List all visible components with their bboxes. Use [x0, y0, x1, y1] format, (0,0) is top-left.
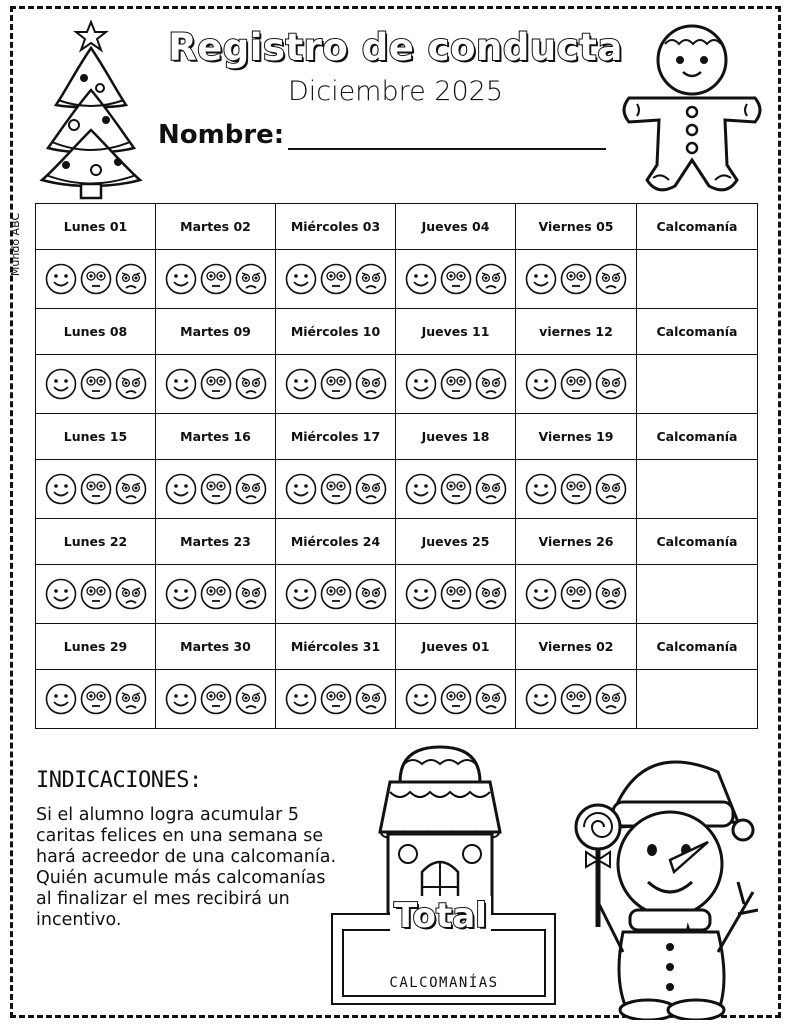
neutral-face-icon[interactable]	[80, 263, 112, 295]
neutral-face-icon[interactable]	[320, 473, 352, 505]
day-faces-cell	[276, 565, 396, 624]
happy-face-icon[interactable]	[45, 263, 77, 295]
face-options	[516, 683, 636, 715]
day-label: Miércoles 31	[276, 624, 396, 670]
week-faces-row	[36, 460, 758, 519]
gingerbread-house-icon	[370, 742, 510, 917]
week-faces-row	[36, 565, 758, 624]
sad-face-icon[interactable]	[115, 368, 147, 400]
neutral-face-icon[interactable]	[200, 683, 232, 715]
neutral-face-icon[interactable]	[320, 683, 352, 715]
sad-face-icon[interactable]	[235, 683, 267, 715]
neutral-face-icon[interactable]	[200, 473, 232, 505]
neutral-face-icon[interactable]	[80, 683, 112, 715]
face-options	[276, 578, 395, 610]
happy-face-icon[interactable]	[165, 578, 197, 610]
neutral-face-icon[interactable]	[440, 473, 472, 505]
happy-face-icon[interactable]	[405, 683, 437, 715]
sad-face-icon[interactable]	[595, 263, 627, 295]
week-header-row	[36, 309, 758, 355]
neutral-face-icon[interactable]	[320, 263, 352, 295]
face-options	[276, 473, 395, 505]
sad-face-icon[interactable]	[355, 368, 387, 400]
sticker-cell[interactable]	[637, 250, 758, 309]
face-options	[516, 473, 636, 505]
happy-face-icon[interactable]	[525, 368, 557, 400]
neutral-face-icon[interactable]	[440, 263, 472, 295]
face-options	[396, 473, 515, 505]
sad-face-icon[interactable]	[595, 473, 627, 505]
day-label: Viernes 05	[516, 204, 637, 250]
day-label: Miércoles 03	[276, 204, 396, 250]
day-label: viernes 12	[516, 309, 637, 355]
happy-face-icon[interactable]	[405, 578, 437, 610]
face-options	[36, 578, 155, 610]
happy-face-icon[interactable]	[45, 578, 77, 610]
day-faces-cell	[36, 355, 156, 414]
day-label: Lunes 15	[36, 414, 156, 460]
face-options	[396, 368, 515, 400]
sticker-header: Calcomanía	[637, 204, 758, 250]
day-faces-cell	[156, 355, 276, 414]
total-label: Total	[390, 896, 491, 936]
week-header-row	[36, 624, 758, 670]
day-label: Viernes 26	[516, 519, 637, 565]
day-label: Miércoles 17	[276, 414, 396, 460]
face-options	[156, 683, 275, 715]
neutral-face-icon[interactable]	[200, 263, 232, 295]
sticker-cell[interactable]	[637, 670, 758, 729]
happy-face-icon[interactable]	[405, 473, 437, 505]
week-faces-row	[36, 670, 758, 729]
day-faces-cell	[396, 355, 516, 414]
face-options	[516, 368, 636, 400]
day-faces-cell	[276, 670, 396, 729]
happy-face-icon[interactable]	[285, 473, 317, 505]
happy-face-icon[interactable]	[45, 368, 77, 400]
brand-text: Mundo ABC	[9, 212, 23, 277]
happy-face-icon[interactable]	[165, 473, 197, 505]
happy-face-icon[interactable]	[525, 263, 557, 295]
happy-face-icon[interactable]	[525, 578, 557, 610]
face-options	[156, 578, 275, 610]
day-label: Miércoles 10	[276, 309, 396, 355]
face-options	[156, 473, 275, 505]
day-label: Jueves 01	[396, 624, 516, 670]
sad-face-icon[interactable]	[235, 263, 267, 295]
day-label: Lunes 08	[36, 309, 156, 355]
day-faces-cell	[36, 250, 156, 309]
happy-face-icon[interactable]	[165, 263, 197, 295]
day-faces-cell	[396, 565, 516, 624]
sad-face-icon[interactable]	[475, 263, 507, 295]
face-options	[36, 473, 155, 505]
sad-face-icon[interactable]	[235, 473, 267, 505]
instructions-text: Si el alumno logra acumular 5 caritas felices en una semana se hará acreedor de una calcomanía. Quién acumule más calcomanías al finalizar el mes recibirá un incentivo.	[36, 805, 337, 930]
neutral-face-icon[interactable]	[440, 578, 472, 610]
face-options	[36, 368, 155, 400]
day-faces-cell	[276, 250, 396, 309]
sticker-cell[interactable]	[637, 460, 758, 519]
face-options	[36, 263, 155, 295]
day-label: Lunes 29	[36, 624, 156, 670]
sad-face-icon[interactable]	[235, 578, 267, 610]
sticker-header: Calcomanía	[637, 309, 758, 355]
happy-face-icon[interactable]	[525, 473, 557, 505]
name-label: Nombre:	[158, 120, 285, 150]
day-label: Martes 02	[156, 204, 276, 250]
face-options	[516, 263, 636, 295]
day-label: Martes 16	[156, 414, 276, 460]
name-field[interactable]	[288, 118, 606, 150]
happy-face-icon[interactable]	[405, 368, 437, 400]
sad-face-icon[interactable]	[475, 473, 507, 505]
neutral-face-icon[interactable]	[200, 578, 232, 610]
behavior-grid	[35, 203, 758, 729]
neutral-face-icon[interactable]	[200, 368, 232, 400]
face-options	[396, 263, 515, 295]
day-faces-cell	[156, 670, 276, 729]
day-faces-cell	[396, 670, 516, 729]
sticker-header: Calcomanía	[637, 624, 758, 670]
happy-face-icon[interactable]	[285, 683, 317, 715]
neutral-face-icon[interactable]	[80, 578, 112, 610]
happy-face-icon[interactable]	[165, 368, 197, 400]
week-header-row	[36, 414, 758, 460]
day-faces-cell	[156, 250, 276, 309]
neutral-face-icon[interactable]	[440, 368, 472, 400]
day-faces-cell	[36, 565, 156, 624]
name-row	[158, 118, 606, 150]
neutral-face-icon[interactable]	[440, 683, 472, 715]
neutral-face-icon[interactable]	[560, 578, 592, 610]
sad-face-icon[interactable]	[115, 473, 147, 505]
week-header-row	[36, 204, 758, 250]
happy-face-icon[interactable]	[285, 263, 317, 295]
neutral-face-icon[interactable]	[320, 578, 352, 610]
happy-face-icon[interactable]	[165, 683, 197, 715]
sad-face-icon[interactable]	[475, 368, 507, 400]
day-label: Jueves 04	[396, 204, 516, 250]
sticker-cell[interactable]	[637, 565, 758, 624]
day-faces-cell	[276, 355, 396, 414]
day-label: Martes 23	[156, 519, 276, 565]
sticker-header: Calcomanía	[637, 414, 758, 460]
sticker-header: Calcomanía	[637, 519, 758, 565]
happy-face-icon[interactable]	[285, 368, 317, 400]
face-options	[276, 368, 395, 400]
day-faces-cell	[516, 670, 637, 729]
total-unit-label: CALCOMANÍAS	[389, 975, 499, 991]
sad-face-icon[interactable]	[115, 683, 147, 715]
face-options	[36, 683, 155, 715]
day-label: Viernes 19	[516, 414, 637, 460]
day-faces-cell	[396, 250, 516, 309]
sad-face-icon[interactable]	[115, 263, 147, 295]
happy-face-icon[interactable]	[45, 683, 77, 715]
day-label: Martes 30	[156, 624, 276, 670]
day-label: Jueves 18	[396, 414, 516, 460]
neutral-face-icon[interactable]	[80, 473, 112, 505]
sad-face-icon[interactable]	[355, 473, 387, 505]
day-faces-cell	[516, 565, 637, 624]
day-label: Martes 09	[156, 309, 276, 355]
sad-face-icon[interactable]	[475, 578, 507, 610]
face-options	[276, 263, 395, 295]
face-options	[156, 368, 275, 400]
face-options	[396, 578, 515, 610]
sad-face-icon[interactable]	[595, 683, 627, 715]
snowman-icon	[558, 742, 768, 1020]
sad-face-icon[interactable]	[355, 578, 387, 610]
happy-face-icon[interactable]	[405, 263, 437, 295]
day-label: Jueves 25	[396, 519, 516, 565]
day-faces-cell	[396, 460, 516, 519]
neutral-face-icon[interactable]	[80, 368, 112, 400]
day-label: Viernes 02	[516, 624, 637, 670]
face-options	[156, 263, 275, 295]
day-faces-cell	[516, 460, 637, 519]
sticker-cell[interactable]	[637, 355, 758, 414]
sad-face-icon[interactable]	[355, 263, 387, 295]
day-faces-cell	[516, 250, 637, 309]
sad-face-icon[interactable]	[235, 368, 267, 400]
happy-face-icon[interactable]	[45, 473, 77, 505]
neutral-face-icon[interactable]	[560, 683, 592, 715]
day-faces-cell	[516, 355, 637, 414]
instructions-title: INDICACIONES:	[36, 768, 202, 793]
day-faces-cell	[36, 670, 156, 729]
day-faces-cell	[156, 565, 276, 624]
happy-face-icon[interactable]	[285, 578, 317, 610]
brand-watermark	[6, 212, 26, 278]
happy-face-icon[interactable]	[525, 683, 557, 715]
page-subtitle: Diciembre 2025	[287, 76, 504, 107]
face-options	[516, 578, 636, 610]
day-label: Lunes 22	[36, 519, 156, 565]
sad-face-icon[interactable]	[355, 683, 387, 715]
week-faces-row	[36, 355, 758, 414]
neutral-face-icon[interactable]	[560, 368, 592, 400]
face-options	[396, 683, 515, 715]
neutral-face-icon[interactable]	[560, 473, 592, 505]
neutral-face-icon[interactable]	[560, 263, 592, 295]
face-options	[276, 683, 395, 715]
sad-face-icon[interactable]	[475, 683, 507, 715]
day-label: Jueves 11	[396, 309, 516, 355]
day-faces-cell	[156, 460, 276, 519]
day-faces-cell	[36, 460, 156, 519]
sad-face-icon[interactable]	[595, 578, 627, 610]
week-faces-row	[36, 250, 758, 309]
page-title: Registro de conducta	[168, 26, 623, 69]
sad-face-icon[interactable]	[115, 578, 147, 610]
neutral-face-icon[interactable]	[320, 368, 352, 400]
week-header-row	[36, 519, 758, 565]
day-label: Miércoles 24	[276, 519, 396, 565]
day-label: Lunes 01	[36, 204, 156, 250]
sad-face-icon[interactable]	[595, 368, 627, 400]
day-faces-cell	[276, 460, 396, 519]
